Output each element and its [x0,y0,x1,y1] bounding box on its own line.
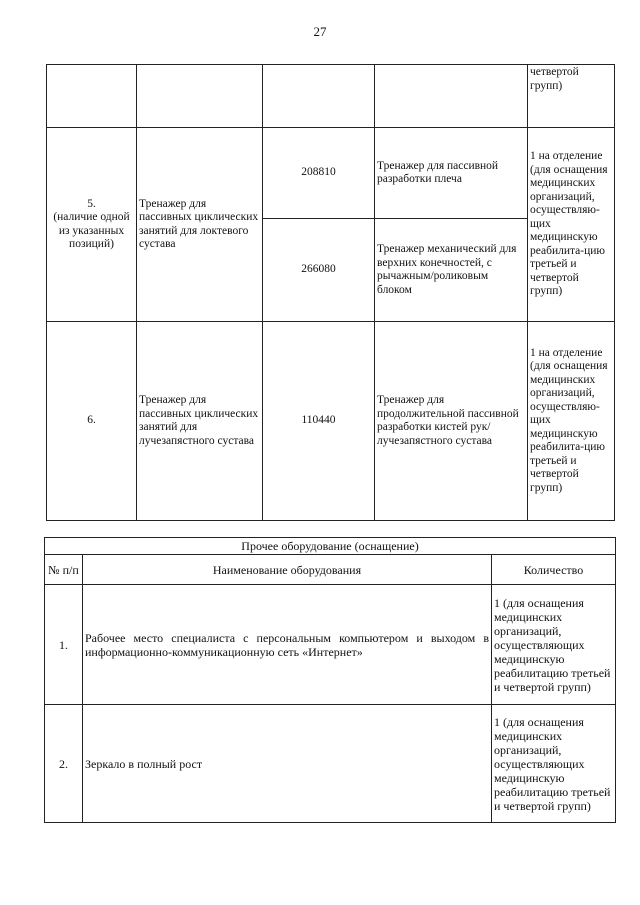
equipment-name: Рабочее место специалиста с персональным компьютером и выходом в информационно-коммуникационную сеть «Интернет» [83,585,492,705]
equipment-table [46,64,615,521]
equipment-name: Тренажер для пассивных циклических занятий для локтевого сустава [137,128,263,322]
row-number: 5. [87,197,96,210]
table-header-row [45,555,616,585]
equipment-code: 266080 [263,219,375,322]
equipment-name: Зеркало в полный рост [83,705,492,823]
row-number-cell [47,128,137,322]
table-title: Прочее оборудование (оснащение) [45,538,616,555]
header-quantity: Количество [492,555,616,585]
equipment-code: 208810 [263,128,375,219]
equipment-quantity: 1 (для оснащения медицинских организаций, осуществляющих медицинскую реабилитацию третьей и четвертой групп) [492,705,616,823]
continuation-cell: четвертой групп) [528,65,615,128]
equipment-type: Тренажер механический для верхних конечностей, с рычажным/роликовым блоком [375,219,528,322]
equipment-type: Тренажер для пассивной разработки плеча [375,128,528,219]
equipment-type: Тренажер для продолжительной пассивной разработки кистей рук/лучезапястного сустава [375,322,528,521]
table-row [45,705,616,823]
table-row [47,65,615,128]
row-number: 6. [47,322,137,521]
equipment-quantity: 1 (для оснащения медицинских организаций, осуществляющих медицинскую реабилитацию третьей и четвертой групп) [492,585,616,705]
table-row [47,128,615,219]
equipment-quantity: 1 на отделение (для оснащения медицинских организаций, осуществляю-щих медицинскую реабилита-цию третьей и четвертой групп) [528,322,615,521]
row-number: 2. [45,705,83,823]
table-title-row [45,538,616,555]
row-note: (наличие одной из указанных позиций) [53,211,130,250]
table-row [47,322,615,521]
table-row [45,585,616,705]
header-name: Наименование оборудования [83,555,492,585]
equipment-code: 110440 [263,322,375,521]
page-number: 27 [313,24,327,39]
header-number: № п/п [45,555,83,585]
equipment-quantity: 1 на отделение (для оснащения медицинских организаций, осуществляю-щих медицинскую реабилита-цию третьей и четвертой групп) [528,128,615,322]
row-number: 1. [45,585,83,705]
equipment-name: Тренажер для пассивных циклических занятий для лучезапястного сустава [137,322,263,521]
other-equipment-table [44,537,616,823]
